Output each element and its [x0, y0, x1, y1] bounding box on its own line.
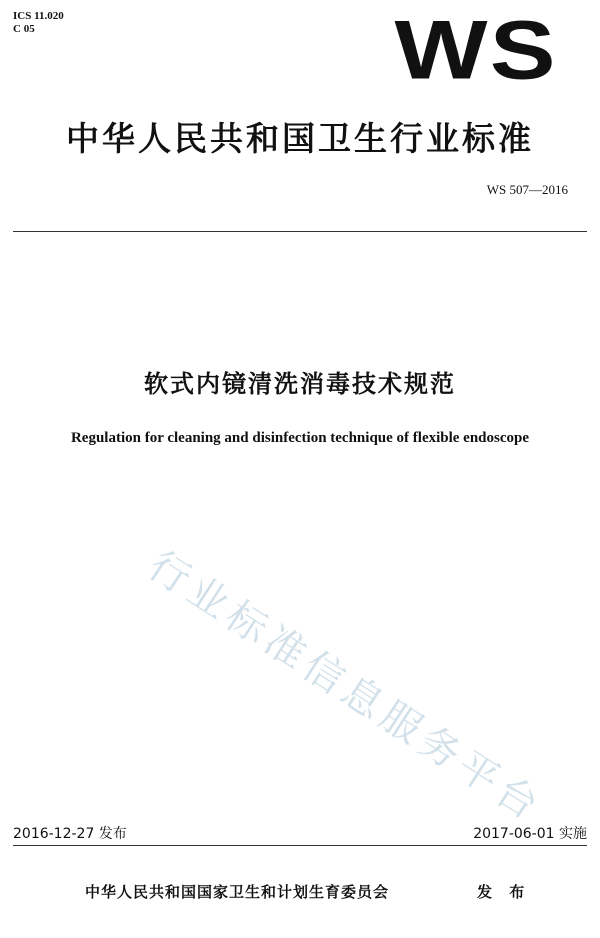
issuing-authority: 中华人民共和国国家卫生和计划生育委员会 [85, 883, 390, 901]
top-divider [13, 231, 587, 232]
watermark: 行业标准信息服务平台 [140, 542, 551, 832]
document-title-cn: 软式内镜清洗消毒技术规范 [144, 370, 456, 398]
ws-logo: WS [394, 2, 558, 97]
issue-label: 发 布 [477, 883, 531, 901]
standard-number: WS 507—2016 [486, 182, 568, 197]
ics-code: ICS 11.020 [13, 10, 64, 22]
effective-date: 2017-06-01 实施 [473, 826, 587, 842]
bottom-divider [13, 845, 587, 846]
document-title-en: Regulation for cleaning and disinfection technique of flexible endoscope [70, 430, 530, 446]
ccs-code: C 05 [13, 23, 35, 35]
standard-type-title: 中华人民共和国卫生行业标准 [66, 119, 534, 158]
publish-date: 2016-12-27 发布 [13, 826, 127, 842]
ics-classification [13, 10, 64, 36]
